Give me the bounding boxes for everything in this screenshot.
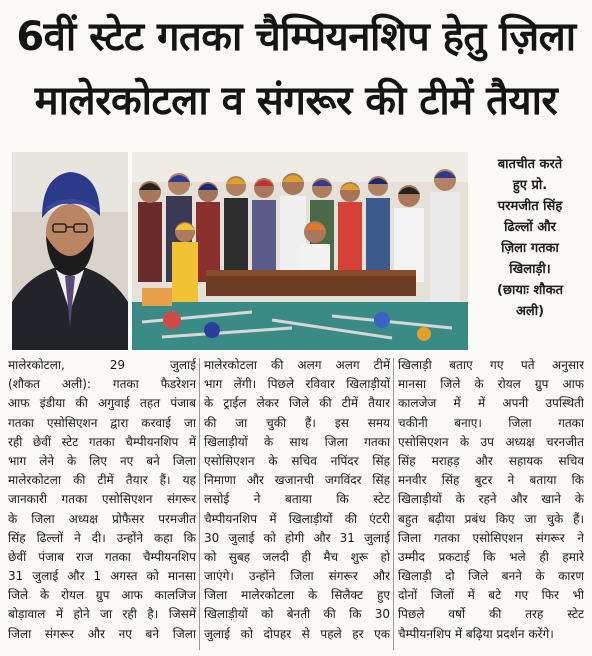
caption-line: हुए प्रो. — [512, 178, 548, 193]
article-line: कालजेज में में अपनी उपस्थिती — [398, 396, 584, 411]
article-line: 31 जुलाई और 1 अगस्त को मानसा — [8, 569, 196, 584]
article-line: जिला संगरूर और नए बने जिला — [8, 626, 196, 641]
article-line: एसोसिएशन के उप अध्यक्ष चरनजीत — [398, 434, 584, 449]
article-line: मालेरकोटला की अलग अलग टीमें — [204, 358, 390, 372]
article-column-3 — [398, 356, 584, 644]
article-line: के जिला अध्यक्ष प्रोफैसर परमजीत — [8, 511, 196, 526]
article-line: जिला गतका एसोसिएशन संगरूर ने — [398, 530, 584, 545]
article-line: सिंह ढिल्लों ने दी। उन्होंने कहा कि — [8, 530, 196, 545]
article-line: लसोई ने बताया कि स्टेट — [204, 492, 390, 507]
article-line: भाग लेंगी। पिछले रविवार खिलाड़ीयों — [204, 377, 390, 392]
caption-line: ढिल्लों और — [504, 220, 556, 235]
article-line: छेवीं पंजाब राज गतका चैम्पीयनशिप — [8, 549, 196, 564]
article-line: गतका एसोसिएशन द्वारा करवाई जा — [8, 415, 196, 430]
article-line: खिलाड़ी दो जिले बनने के कारण — [398, 569, 584, 584]
article-line: जानकारी गतका एसोसिएशन संगरूर — [8, 492, 196, 507]
caption-line: अली) — [515, 304, 545, 319]
article-line: जिले के रोयल ग्रुप आफ कालजिज — [8, 588, 196, 603]
article-line: चकीनी बनाए। जिला गतका — [398, 415, 584, 430]
article-line: मालेरकोटला, 29 जुलाई — [8, 358, 196, 372]
article-line: पिछले वर्षो की तरह स्टेट — [398, 607, 584, 622]
caption-line: परमजीत सिंह — [497, 199, 563, 214]
column-divider — [199, 358, 200, 650]
article-column-1 — [8, 356, 196, 644]
article-line: मालेरकोटला की टीमें तैयार हैं। यह — [8, 473, 196, 488]
article-line: बहुत बढ़ीया प्रबंध किए जा चुके हैं। — [398, 511, 584, 526]
article-line: सिंह मराहड़ और सहायक सचिव — [398, 453, 584, 468]
article-line: को सुबह जलदी ही मैच शुरू हो — [204, 549, 390, 564]
article-line: जुलाई को दोपहर से पहले हर एक — [204, 626, 390, 641]
article-line: बोड़ावाल में होने जा रही है। जिसमें — [8, 607, 196, 622]
article-line: खिलाड़ीयों को बेनती की कि 30 — [204, 607, 390, 622]
article-line: जिला मालेरकोटला के सिलैक्ट हुए — [204, 588, 390, 603]
article-line: मनवीर सिंह बुटर ने बताया कि — [398, 473, 584, 488]
group-photo — [132, 152, 468, 350]
column-divider — [393, 358, 394, 650]
article-line: (शौकत अली): गतका फैडरेशन — [8, 377, 196, 392]
article-line: खिलाड़ी बताए गए पते अनुसार — [398, 358, 584, 372]
caption-line: ज़िला गतका — [501, 241, 559, 256]
article-line: आफ इंडीया की अगुवाई तहत पंजाब — [8, 396, 196, 411]
portrait-photo — [12, 152, 128, 350]
article-line: चैम्पीयनशिप में खिलाड़ीयों की एंटरी — [204, 511, 390, 526]
article-line: रही छेवीं स्टेट गतका चैम्पीयनशिप में — [8, 434, 196, 449]
caption-line: खिलाड़ी। — [509, 262, 551, 277]
article-line: भाग लेने के लिए नए बने जिला — [8, 453, 196, 468]
article-line: मानसा जिले के रोयल ग्रुप आफ — [398, 377, 584, 392]
article-line: एसोसिएशन के सचिव नपिंदर सिंह — [204, 453, 390, 468]
photo-caption — [474, 154, 586, 322]
article-line: चैम्पीयनशिप में बढ़िया प्रदर्शन करेंगे। — [398, 626, 554, 641]
article-line: खिलाड़ीयों के साथ जिला गतका — [204, 434, 390, 449]
headline-line-1: 6वीं स्टेट गतका चैम्पियनशिप हेतु ज़िला — [16, 14, 576, 60]
article-line: उम्मीद प्रकटाई कि भले ही हमारे — [398, 549, 584, 564]
article-line: 30 जुलाई को होगी और 31 जुलाई — [204, 530, 390, 545]
caption-line: (छायाः शौकत — [496, 283, 564, 298]
article-line: के ट्राईल लेकर जिले की टीमें तैयार — [204, 396, 390, 411]
article-line: की जा चुकी हैं। इस समय — [204, 415, 390, 430]
caption-line: बातचीत करते — [497, 157, 563, 172]
article-line: जाएंगे। उन्होंने जिला संगरूर और — [204, 569, 390, 584]
headline-line-2: मालेरकोटला व संगरूर की टीमें तैयार — [34, 78, 558, 124]
article-column-2 — [204, 356, 390, 644]
article-line: दोनों जिलों में बटे गए फिर भी — [398, 588, 584, 603]
article-line: खिलाड़ीयों के रहने और खाने के — [398, 492, 584, 507]
article-line: निमाणा और खजानची जगविंदर सिंह — [204, 473, 390, 488]
